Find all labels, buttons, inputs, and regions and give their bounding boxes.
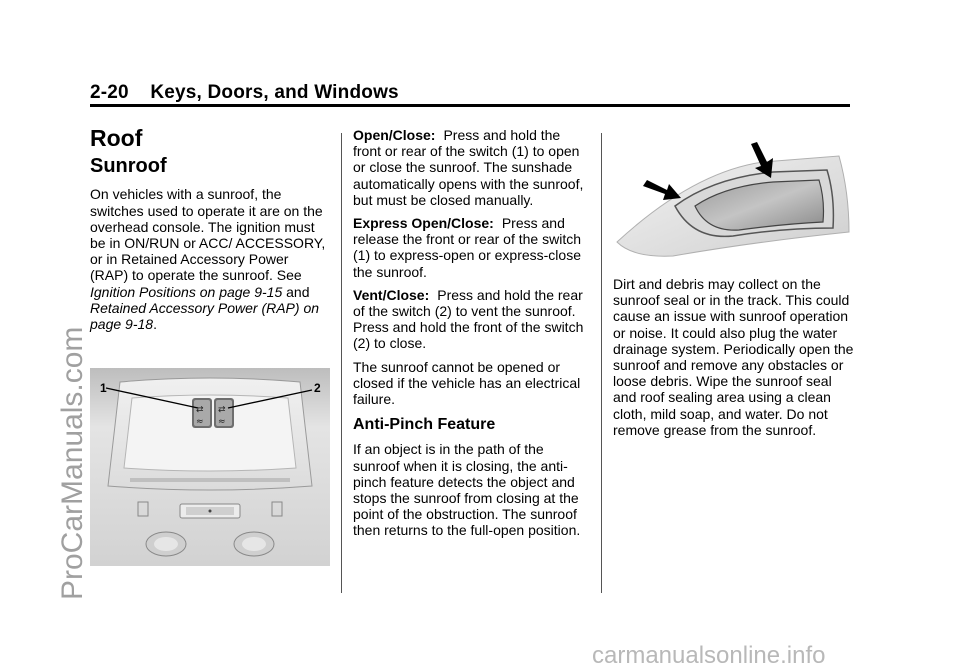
section-heading-sunroof: Sunroof: [90, 155, 167, 178]
svg-text:≈: ≈: [218, 417, 226, 427]
page-number: 2-20: [90, 82, 129, 103]
intro-text: On vehicles with a sunroof, the switches used to operate it are on the overhead console. The ignition must be in ON/RUN or ACC/ ACCESSORY, or in Retained Accessory Power (RAP) to operate the sunroof. See: [90, 186, 326, 284]
period: .: [153, 316, 157, 333]
header-rule: [90, 104, 850, 107]
express-text: Press and release the front or rear of the switch (1) to express-open or express-close the sunroof.: [353, 215, 581, 280]
anti-pinch-heading: Anti-Pinch Feature: [353, 416, 496, 434]
watermark-left: ProCarManuals.com: [56, 326, 89, 600]
overhead-console-illustration: [90, 368, 330, 566]
open-close-paragraph: [353, 127, 589, 208]
ref-retained-power[interactable]: Retained Accessory Power (RAP) on page 9-18: [90, 299, 320, 333]
ref-conjunction: and: [282, 283, 310, 300]
callout-2: 2: [314, 381, 321, 395]
vent-paragraph: [353, 287, 589, 352]
intro-paragraph: [90, 186, 326, 332]
column-1: [90, 126, 326, 339]
section-title: Keys, Doors, and Windows: [150, 82, 399, 103]
anti-pinch-paragraph: If an object is in the path of the sunroof when it is closing, the anti-pinch feature detects the object and stops the sunroof from closing at the point of the obstruction. The sunroof then returns to the full-open position.: [353, 441, 581, 539]
vent-label: Vent/Close:: [353, 286, 430, 303]
ref-ignition-positions[interactable]: Ignition Positions on page 9-15: [90, 283, 283, 300]
overhead-console-figure: [90, 368, 330, 566]
svg-text:≈: ≈: [196, 417, 204, 427]
sunroof-roof-figure: [613, 132, 857, 272]
express-label: Express Open/Close:: [353, 215, 494, 232]
column-divider-left: [341, 133, 342, 593]
sunroof-roof-illustration: [613, 132, 857, 272]
column-divider-right: [601, 133, 602, 593]
watermark-bottom: carmanualsonline.info: [592, 642, 826, 669]
open-close-text: Press and hold the front or rear of the switch (1) to open or close the sunroof. The sunshade automatically opens with the sunroof, but must be closed manually.: [353, 127, 584, 208]
electrical-failure-paragraph: The sunroof cannot be opened or closed if the vehicle has an electrical failure.: [353, 358, 581, 408]
debris-paragraph: Dirt and debris may collect on the sunroof seal or in the track. This could cause an issue with sunroof operation or noise. It could also plug the water drainage system. Periodically open the sunroof and remove any obstacles or loose debris. Wipe the sunroof seal and roof sealing area using a clean cloth, mild soap, and water. Do not remove grease from the sunroof.: [613, 276, 854, 438]
page-header: [90, 82, 399, 104]
vent-text: Press and hold the rear of the switch (2) to vent the sunroof. Press and hold the front of the switch (2) to close.: [353, 286, 584, 352]
open-close-label: Open/Close:: [353, 127, 436, 143]
page-title: Roof: [90, 125, 143, 151]
svg-text:⇄: ⇄: [196, 405, 204, 415]
callout-1: 1: [100, 381, 107, 395]
express-paragraph: [353, 215, 589, 280]
column-2: [353, 127, 589, 546]
svg-text:⇄: ⇄: [218, 405, 226, 415]
arrow-icon: [643, 180, 681, 200]
column-3: [613, 276, 858, 445]
